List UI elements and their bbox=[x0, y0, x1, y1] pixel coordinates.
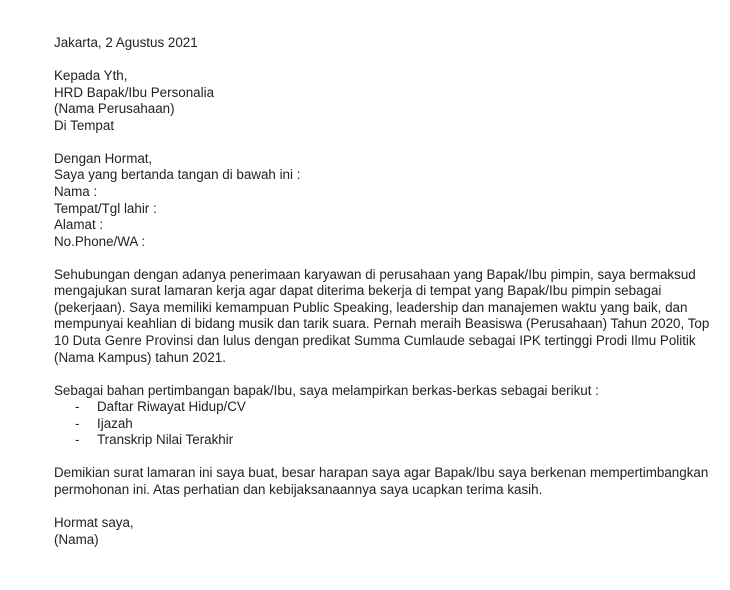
signature-block bbox=[54, 515, 704, 548]
letter-date: Jakarta, 2 Agustus 2021 bbox=[54, 35, 198, 50]
attachments-block bbox=[54, 383, 704, 449]
attachment-label: Daftar Riwayat Hidup/CV bbox=[97, 399, 246, 415]
letter-document bbox=[54, 35, 710, 548]
attachments-list bbox=[54, 399, 704, 449]
body-line: (pekerjaan). Saya memiliki kemampuan Public Speaking, leadership dan manajemen waktu yang baik, dan bbox=[54, 299, 688, 315]
signoff: Hormat saya, bbox=[54, 515, 134, 530]
closing-line: Demikian surat lamaran ini saya buat, besar harapan saya agar Bapak/Ibu saya berkenan mempertimbangkan bbox=[54, 465, 709, 481]
salutation: Dengan Hormat, bbox=[54, 150, 153, 166]
body-line: 10 Duta Genre Provinsi dan lulus dengan predikat Summa Cumlaude sebagai IPK tertinggi Prodi Ilmu Politik bbox=[54, 333, 696, 349]
body-paragraph bbox=[54, 266, 710, 367]
list-item bbox=[54, 399, 704, 416]
recipient-line: (Nama Perusahaan) bbox=[54, 101, 175, 117]
recipient-line: Kepada Yth, bbox=[54, 67, 128, 83]
body-line: (Nama Kampus) tahun 2021. bbox=[54, 349, 226, 365]
field-name: Nama : bbox=[54, 183, 98, 199]
field-address: Alamat : bbox=[54, 217, 104, 233]
field-phone: No.Phone/WA : bbox=[54, 233, 146, 249]
bullet-dash: - bbox=[75, 415, 80, 431]
field-birth: Tempat/Tgl lahir : bbox=[54, 200, 157, 216]
bullet-dash: - bbox=[75, 399, 80, 415]
intro-line: Saya yang bertanda tangan di bawah ini : bbox=[54, 167, 301, 183]
recipient-line: HRD Bapak/Ibu Personalia bbox=[54, 84, 215, 100]
bullet-dash: - bbox=[75, 432, 80, 448]
recipient-line: Di Tempat bbox=[54, 117, 115, 133]
attachment-label: Transkrip Nilai Terakhir bbox=[97, 432, 234, 448]
body-line: mempunyai keahlian di bidang musik dan tarik suara. Pernah meraih Beasiswa (Perusahaan) Tahun 2020, Top bbox=[54, 316, 710, 332]
list-item bbox=[54, 416, 704, 433]
attachment-label: Ijazah bbox=[97, 415, 133, 431]
attachments-intro: Sebagai bahan pertimbangan bapak/Ibu, saya melampirkan berkas-berkas sebagai berikut : bbox=[54, 382, 599, 398]
closing-line: permohonan ini. Atas perhatian dan kebijaksanaannya saya ucapkan terima kasih. bbox=[54, 482, 543, 498]
closing-paragraph bbox=[54, 465, 709, 498]
list-item bbox=[54, 432, 704, 449]
body-line: mengajukan surat lamaran kerja agar dapat diterima bekerja di tempat yang Bapak/Ibu pimpin sebagai bbox=[54, 283, 662, 299]
identity-block bbox=[54, 151, 704, 251]
body-line: Sehubungan dengan adanya penerimaan karyawan di perusahaan yang Bapak/Ibu pimpin, saya bermaksud bbox=[54, 266, 696, 282]
recipient-block bbox=[54, 68, 704, 134]
signer-name: (Nama) bbox=[54, 531, 99, 547]
